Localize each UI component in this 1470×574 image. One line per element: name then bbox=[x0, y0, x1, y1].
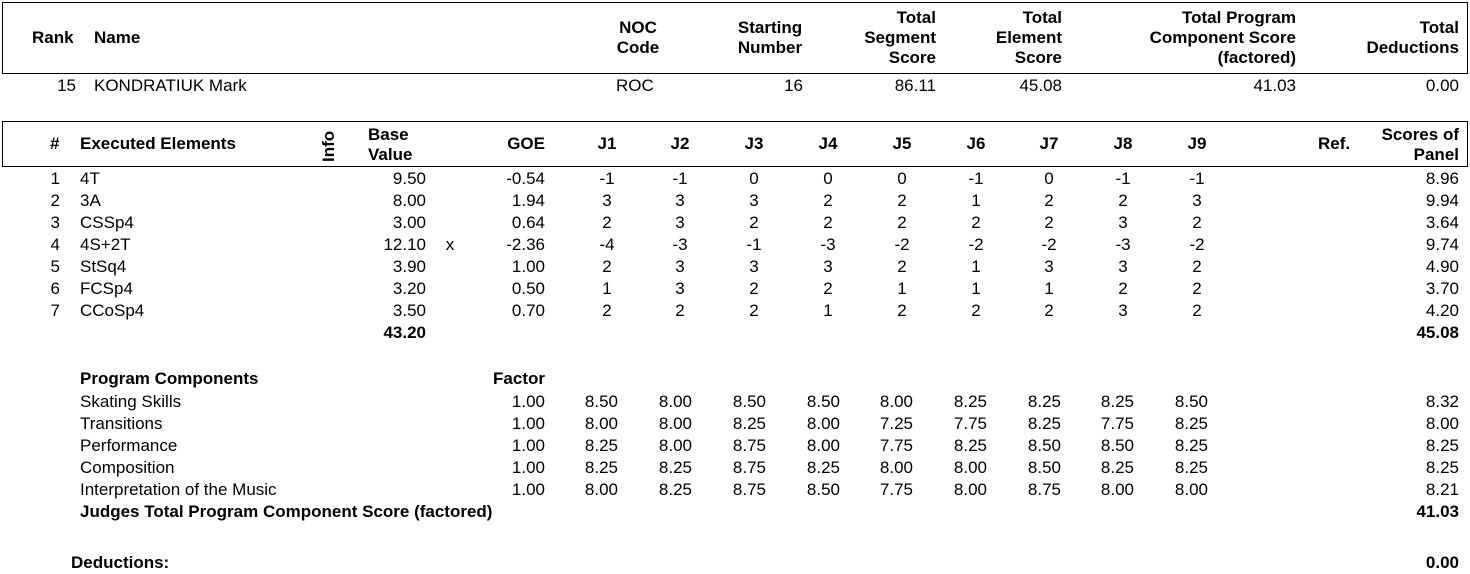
element-name: 3A bbox=[80, 191, 101, 210]
element-judge-9: 2 bbox=[1192, 301, 1202, 320]
total-element-score-header bbox=[962, 8, 1062, 68]
starting-number-header-line2: Number bbox=[737, 38, 803, 57]
element-num: 6 bbox=[50, 279, 60, 298]
element-base-value: 3.00 bbox=[392, 213, 426, 232]
component-judge-2: 8.25 bbox=[658, 480, 692, 499]
element-num-header: # bbox=[50, 134, 60, 153]
component-judge-4: 8.25 bbox=[806, 458, 840, 477]
element-name: CCoSp4 bbox=[80, 301, 145, 320]
total-pcs-header-line2: Component Score bbox=[1149, 28, 1296, 47]
element-judge-6: 1 bbox=[971, 191, 981, 210]
element-judge-1: 2 bbox=[602, 257, 612, 276]
element-goe: 1.94 bbox=[511, 191, 545, 210]
element-name: CSSp4 bbox=[80, 213, 134, 232]
skater-total-element-score: 45.08 bbox=[1019, 76, 1062, 95]
element-judge-1: 2 bbox=[602, 213, 612, 232]
noc-code-header bbox=[598, 18, 678, 58]
element-judge-9: 3 bbox=[1192, 191, 1202, 210]
total-deductions-header-line1: Total bbox=[1419, 18, 1459, 37]
element-judge-1: 1 bbox=[602, 279, 612, 298]
base-value-header bbox=[368, 125, 412, 165]
component-name: Skating Skills bbox=[80, 392, 182, 411]
element-judge-3: 2 bbox=[749, 279, 759, 298]
component-judge-8: 8.25 bbox=[1100, 392, 1134, 411]
judge-header-5: J5 bbox=[892, 134, 912, 153]
component-judge-4: 8.00 bbox=[806, 414, 840, 433]
element-name: FCSp4 bbox=[80, 279, 133, 298]
component-judge-7: 8.25 bbox=[1027, 392, 1061, 411]
component-score: 8.21 bbox=[1425, 480, 1459, 499]
element-judge-2: 2 bbox=[675, 301, 685, 320]
element-base-value: 3.50 bbox=[392, 301, 426, 320]
component-judge-6: 8.00 bbox=[953, 458, 987, 477]
total-pcs-header bbox=[1096, 8, 1296, 68]
element-judge-8: 3 bbox=[1118, 257, 1128, 276]
element-judge-5: -2 bbox=[894, 235, 910, 254]
name-header: Name bbox=[94, 28, 141, 47]
component-row bbox=[0, 480, 1470, 502]
component-factor: 1.00 bbox=[511, 392, 545, 411]
total-deductions-header bbox=[1320, 18, 1459, 58]
element-score: 4.90 bbox=[1425, 257, 1459, 276]
element-judge-7: 3 bbox=[1044, 257, 1054, 276]
component-judge-1: 8.00 bbox=[584, 414, 618, 433]
component-judge-6: 8.00 bbox=[953, 480, 987, 499]
element-x-mark: x bbox=[445, 235, 455, 254]
judge-header-6: J6 bbox=[966, 134, 986, 153]
skater-noc: ROC bbox=[616, 76, 654, 95]
element-judge-4: -3 bbox=[820, 235, 836, 254]
rank-header: Rank bbox=[32, 28, 74, 47]
goe-header: GOE bbox=[507, 134, 545, 153]
element-judge-6: 1 bbox=[971, 279, 981, 298]
component-judge-3: 8.25 bbox=[732, 414, 766, 433]
component-judge-7: 8.50 bbox=[1027, 458, 1061, 477]
element-row bbox=[0, 301, 1470, 323]
element-judge-5: 2 bbox=[897, 257, 907, 276]
element-judge-8: 3 bbox=[1118, 213, 1128, 232]
component-judge-2: 8.00 bbox=[658, 436, 692, 455]
element-name: 4S+2T bbox=[80, 235, 131, 254]
judge-header-7: J7 bbox=[1039, 134, 1059, 153]
component-name: Interpretation of the Music bbox=[80, 480, 277, 499]
element-base-value: 3.90 bbox=[392, 257, 426, 276]
component-judge-6: 8.25 bbox=[953, 436, 987, 455]
judges-total-pcs-label: Judges Total Program Component Score (factored) bbox=[80, 502, 493, 521]
element-judge-2: 3 bbox=[675, 191, 685, 210]
factor-header: Factor bbox=[493, 369, 545, 388]
judge-header-2: J2 bbox=[670, 134, 690, 153]
skater-total-deductions: 0.00 bbox=[1425, 76, 1459, 95]
total-element-score-header-line1: Total bbox=[1022, 8, 1062, 27]
executed-elements-header: Executed Elements bbox=[80, 134, 236, 153]
component-judge-8: 8.25 bbox=[1100, 458, 1134, 477]
element-judge-7: 0 bbox=[1044, 169, 1054, 188]
element-num: 3 bbox=[50, 213, 60, 232]
element-judge-6: -1 bbox=[968, 169, 984, 188]
component-row bbox=[0, 436, 1470, 458]
element-judge-9: 2 bbox=[1192, 213, 1202, 232]
element-judge-2: -1 bbox=[672, 169, 688, 188]
element-judge-9: -1 bbox=[1189, 169, 1205, 188]
element-judge-1: 2 bbox=[602, 301, 612, 320]
skater-starting-number: 16 bbox=[784, 76, 803, 95]
element-goe: 1.00 bbox=[511, 257, 545, 276]
component-judge-1: 8.50 bbox=[584, 392, 618, 411]
component-judge-7: 8.75 bbox=[1027, 480, 1061, 499]
element-judge-8: 2 bbox=[1118, 191, 1128, 210]
component-judge-8: 8.00 bbox=[1100, 480, 1134, 499]
component-judge-9: 8.50 bbox=[1174, 392, 1208, 411]
component-score: 8.25 bbox=[1425, 458, 1459, 477]
element-judge-5: 1 bbox=[897, 279, 907, 298]
element-score: 3.64 bbox=[1425, 213, 1459, 232]
element-row bbox=[0, 169, 1470, 191]
skater-name: KONDRATIUK Mark bbox=[94, 76, 247, 95]
element-judge-4: 1 bbox=[823, 301, 833, 320]
element-base-value: 3.20 bbox=[392, 279, 426, 298]
noc-code-header-line2: Code bbox=[616, 38, 660, 57]
total-segment-score-header-line3: Score bbox=[888, 48, 936, 67]
element-num: 5 bbox=[50, 257, 60, 276]
component-name: Performance bbox=[80, 436, 178, 455]
element-judge-4: 3 bbox=[823, 257, 833, 276]
skater-rank: 15 bbox=[57, 76, 76, 95]
component-row bbox=[0, 392, 1470, 414]
element-judge-2: 3 bbox=[675, 279, 685, 298]
base-value-header-line1: Base bbox=[368, 125, 409, 144]
element-judge-7: -2 bbox=[1041, 235, 1057, 254]
element-judge-5: 2 bbox=[897, 191, 907, 210]
base-value-header-line2: Value bbox=[368, 145, 413, 164]
element-row bbox=[0, 213, 1470, 235]
element-judge-3: 3 bbox=[749, 191, 759, 210]
component-row bbox=[0, 414, 1470, 436]
element-judge-7: 2 bbox=[1044, 191, 1054, 210]
element-judge-9: -2 bbox=[1189, 235, 1205, 254]
element-judge-8: -1 bbox=[1115, 169, 1131, 188]
component-judge-6: 8.25 bbox=[953, 392, 987, 411]
element-base-value: 9.50 bbox=[392, 169, 426, 188]
component-judge-5: 8.00 bbox=[879, 392, 913, 411]
element-score: 8.96 bbox=[1425, 169, 1459, 188]
total-element-score-header-line2: Element bbox=[995, 28, 1062, 47]
element-judge-3: 2 bbox=[749, 213, 759, 232]
starting-number-header-line1: Starting bbox=[737, 18, 803, 37]
component-judge-5: 7.25 bbox=[879, 414, 913, 433]
judge-header-9: J9 bbox=[1187, 134, 1207, 153]
judge-header-4: J4 bbox=[818, 134, 838, 153]
element-goe: 0.50 bbox=[511, 279, 545, 298]
info-header: Info bbox=[319, 130, 338, 162]
component-judge-2: 8.00 bbox=[658, 392, 692, 411]
skater-total-segment-score: 86.11 bbox=[894, 76, 936, 95]
component-factor: 1.00 bbox=[511, 480, 545, 499]
component-factor: 1.00 bbox=[511, 414, 545, 433]
elements-score-total: 45.08 bbox=[1416, 323, 1459, 342]
component-judge-1: 8.25 bbox=[584, 458, 618, 477]
total-pcs-header-line3: (factored) bbox=[1217, 48, 1296, 67]
total-segment-score-header bbox=[836, 8, 936, 68]
element-score: 9.74 bbox=[1425, 235, 1459, 254]
total-segment-score-header-line2: Segment bbox=[864, 28, 936, 47]
judge-header-1: J1 bbox=[597, 134, 617, 153]
starting-number-header bbox=[720, 18, 820, 58]
element-judge-1: -1 bbox=[599, 169, 615, 188]
element-judge-6: 2 bbox=[971, 301, 981, 320]
component-factor: 1.00 bbox=[511, 436, 545, 455]
component-judge-7: 8.50 bbox=[1027, 436, 1061, 455]
element-judge-6: -2 bbox=[968, 235, 984, 254]
component-factor: 1.00 bbox=[511, 458, 545, 477]
deductions-value: 0.00 bbox=[1425, 553, 1459, 572]
judge-header-3: J3 bbox=[744, 134, 764, 153]
element-name: StSq4 bbox=[80, 257, 127, 276]
element-goe: -2.36 bbox=[506, 235, 545, 254]
component-row bbox=[0, 458, 1470, 480]
component-judge-3: 8.75 bbox=[732, 458, 766, 477]
element-judge-3: 2 bbox=[749, 301, 759, 320]
component-judge-9: 8.25 bbox=[1174, 436, 1208, 455]
element-judge-8: 2 bbox=[1118, 279, 1128, 298]
component-judge-6: 7.75 bbox=[953, 414, 987, 433]
total-deductions-header-line2: Deductions bbox=[1366, 38, 1459, 57]
deductions-label: Deductions: bbox=[71, 553, 170, 572]
component-judge-9: 8.25 bbox=[1174, 458, 1208, 477]
element-judge-3: 0 bbox=[749, 169, 759, 188]
element-judge-7: 2 bbox=[1044, 213, 1054, 232]
element-judge-4: 2 bbox=[823, 213, 833, 232]
element-judge-1: 3 bbox=[602, 191, 612, 210]
element-row bbox=[0, 257, 1470, 279]
element-judge-7: 1 bbox=[1044, 279, 1054, 298]
element-base-value: 8.00 bbox=[392, 191, 426, 210]
component-judge-3: 8.50 bbox=[732, 392, 766, 411]
element-judge-9: 2 bbox=[1192, 279, 1202, 298]
component-score: 8.32 bbox=[1425, 392, 1459, 411]
component-judge-7: 8.25 bbox=[1027, 414, 1061, 433]
element-goe: 0.64 bbox=[511, 213, 545, 232]
element-judge-9: 2 bbox=[1192, 257, 1202, 276]
component-score: 8.00 bbox=[1425, 414, 1459, 433]
element-judge-3: 3 bbox=[749, 257, 759, 276]
component-judge-9: 8.25 bbox=[1174, 414, 1208, 433]
program-components-title: Program Components bbox=[80, 369, 259, 388]
component-judge-8: 7.75 bbox=[1100, 414, 1134, 433]
component-name: Transitions bbox=[80, 414, 163, 433]
element-judge-7: 2 bbox=[1044, 301, 1054, 320]
element-judge-6: 2 bbox=[971, 213, 981, 232]
component-judge-4: 8.00 bbox=[806, 436, 840, 455]
element-judge-2: 3 bbox=[675, 257, 685, 276]
element-num: 1 bbox=[50, 169, 60, 188]
scores-of-panel-header-line2: Panel bbox=[1413, 145, 1459, 164]
component-judge-3: 8.75 bbox=[732, 480, 766, 499]
element-judge-1: -4 bbox=[599, 235, 615, 254]
component-judge-4: 8.50 bbox=[806, 480, 840, 499]
component-judge-5: 7.75 bbox=[879, 436, 913, 455]
element-row bbox=[0, 235, 1470, 257]
element-score: 9.94 bbox=[1425, 191, 1459, 210]
component-judge-1: 8.25 bbox=[584, 436, 618, 455]
element-goe: 0.70 bbox=[511, 301, 545, 320]
total-segment-score-header-line1: Total bbox=[896, 8, 936, 27]
ref-header: Ref. bbox=[1318, 134, 1351, 153]
element-judge-8: 3 bbox=[1118, 301, 1128, 320]
element-score: 4.20 bbox=[1425, 301, 1459, 320]
element-judge-4: 2 bbox=[823, 191, 833, 210]
element-judge-4: 2 bbox=[823, 279, 833, 298]
judges-total-pcs-value: 41.03 bbox=[1416, 502, 1459, 521]
component-judge-2: 8.25 bbox=[658, 458, 692, 477]
element-judge-2: -3 bbox=[672, 235, 688, 254]
element-base-value: 12.10 bbox=[383, 235, 426, 254]
element-judge-2: 3 bbox=[675, 213, 685, 232]
total-element-score-header-line3: Score bbox=[1014, 48, 1062, 67]
element-judge-3: -1 bbox=[746, 235, 762, 254]
judge-header-8: J8 bbox=[1113, 134, 1133, 153]
element-num: 4 bbox=[50, 235, 60, 254]
element-goe: -0.54 bbox=[506, 169, 545, 188]
component-judge-4: 8.50 bbox=[806, 392, 840, 411]
component-judge-5: 8.00 bbox=[879, 458, 913, 477]
element-row bbox=[0, 191, 1470, 213]
skater-total-pcs: 41.03 bbox=[1253, 76, 1296, 95]
component-judge-3: 8.75 bbox=[732, 436, 766, 455]
element-name: 4T bbox=[80, 169, 100, 188]
component-judge-2: 8.00 bbox=[658, 414, 692, 433]
element-judge-6: 1 bbox=[971, 257, 981, 276]
scores-of-panel-header bbox=[1340, 125, 1459, 165]
noc-code-header-line1: NOC bbox=[619, 18, 657, 37]
element-judge-5: 0 bbox=[897, 169, 907, 188]
component-judge-1: 8.00 bbox=[584, 480, 618, 499]
scores-of-panel-header-line1: Scores of bbox=[1381, 125, 1459, 144]
element-judge-8: -3 bbox=[1115, 235, 1131, 254]
element-num: 7 bbox=[50, 301, 60, 320]
component-name: Composition bbox=[80, 458, 175, 477]
element-score: 3.70 bbox=[1425, 279, 1459, 298]
component-judge-5: 7.75 bbox=[879, 480, 913, 499]
element-row bbox=[0, 279, 1470, 301]
element-judge-5: 2 bbox=[897, 301, 907, 320]
total-pcs-header-line1: Total Program bbox=[1182, 8, 1296, 27]
element-num: 2 bbox=[50, 191, 60, 210]
component-score: 8.25 bbox=[1425, 436, 1459, 455]
component-judge-9: 8.00 bbox=[1174, 480, 1208, 499]
component-judge-8: 8.50 bbox=[1100, 436, 1134, 455]
element-judge-4: 0 bbox=[823, 169, 833, 188]
element-judge-5: 2 bbox=[897, 213, 907, 232]
elements-base-total: 43.20 bbox=[383, 323, 426, 342]
